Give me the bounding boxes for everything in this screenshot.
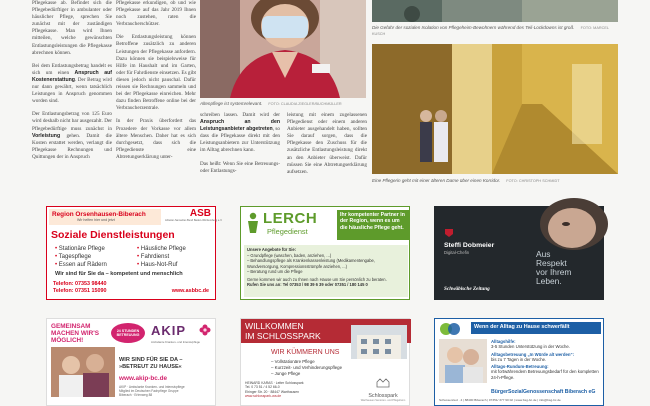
schlosspark-contact-addr: Ehinger Str. 20 · 88447 Warthausen bbox=[245, 389, 299, 394]
bsg-item-text: 3-5 Stunden Unterstützung in der Woche. bbox=[491, 344, 570, 350]
nurse-caption: Altenpflege ist systemrelevant. FOTO: CLAUDIA ZIEGLER/BUCHMÜLLER bbox=[200, 101, 342, 106]
asb-tagline: Wir sind für Sie da – kompetent und menschlich bbox=[55, 271, 183, 277]
article-column-3 bbox=[200, 112, 280, 186]
col2-paragraph-3: In der Praxis überfordert das Prozedere der Vorkasse vor allem ältere Menschen. Daher hat es sich durchgesetzt, dass sich die Pflegedienste eine Abtretungserklärung unter- bbox=[116, 118, 196, 160]
sz-quote-3: vor Ihrem bbox=[536, 267, 572, 277]
schlosspark-contact-name: HEINARD KARAS · Leiter Schlosspark bbox=[245, 381, 304, 385]
col4-paragraph-1: leistung mit einem zugelassenen Pflegedienst oder einem anderen Anbieter ausgehandelt haben, sollten Sie darauf sorgen, dass die Pflegekasse den Zuschuss für die zusätzliche Entlastungsleistung direkt an den Anbieter überweist. Dafür müssen Sie eine Abtretungserklärung aufsetzen. bbox=[287, 112, 367, 175]
schlosspark-contact-phone[interactable]: Tel. 0 73 51 / 4 52 66-0 bbox=[245, 385, 280, 390]
asb-web[interactable]: www.asbbc.de bbox=[171, 288, 209, 294]
sz-emblem-icon bbox=[444, 228, 454, 238]
schlosspark-item: – Kurzzeit- und Verhinderungspflege bbox=[271, 364, 343, 370]
lerch-figure-icon bbox=[245, 212, 261, 234]
nurse-photo bbox=[200, 0, 366, 98]
nurse-illustration bbox=[200, 0, 366, 98]
bsg-item-title: Alltags-Rundum-Betreuung: bbox=[491, 364, 549, 370]
bsg-photo-illustration bbox=[439, 339, 487, 383]
asb-region: Region Orsenhausen-Biberach bbox=[52, 211, 146, 218]
asb-phone-2[interactable]: Telefon: 07351 15090 bbox=[53, 288, 107, 294]
bsg-logo-icon bbox=[439, 322, 469, 336]
window-illustration bbox=[372, 0, 618, 22]
schlosspark-web[interactable]: www.schlosspark-wa.de bbox=[245, 394, 282, 399]
bsg-item bbox=[491, 339, 601, 350]
schlosspark-building-illustration bbox=[351, 325, 407, 359]
bsg-item-text: bis zu 7 Tagen in der Woche. bbox=[491, 356, 547, 362]
window-photo-credit: FOTO: MARCEL KUSCH bbox=[372, 26, 609, 36]
asb-left-list bbox=[55, 245, 107, 269]
akip-logo-sub: Ambulante Kranken- und Intensivpflege bbox=[151, 340, 200, 344]
akip-claim bbox=[119, 357, 183, 371]
akip-line-2: MACHEN WIR'S bbox=[51, 330, 100, 337]
article-column-4 bbox=[287, 112, 367, 186]
sz-quote-2: Respekt bbox=[536, 258, 567, 268]
akip-claim-2: »BETREUT ZU HAUSE« bbox=[119, 364, 182, 370]
sz-name: Steffi Dobmeier bbox=[444, 242, 495, 249]
schlosspark-item: – Junge Pflege bbox=[271, 370, 301, 376]
schlosspark-contact bbox=[245, 381, 304, 399]
akip-line-3: MÖGLICH! bbox=[51, 337, 84, 344]
asb-logo bbox=[165, 208, 223, 225]
col3-paragraph-1: schreiben lassen. Damit wird der Anspruch an den Leistungsanbieter abgetreten, so dass die Pflegekasse direkt mit den Leistungsanbietern zur Unterstützung im Alltag abrechnen kann. bbox=[200, 112, 280, 154]
akip-badge bbox=[111, 323, 145, 343]
asb-item: • Essen auf Rädern bbox=[55, 261, 107, 269]
asb-phone-1[interactable]: Telefon: 07353 98440 bbox=[53, 281, 107, 287]
article-column-1 bbox=[32, 0, 112, 186]
lerch-claim: Ihr kompetenter Partner in der Region, wenn es um die häusliche Pflege geht. bbox=[337, 210, 409, 240]
window-caption: Die Gefahr der sozialen Isolation von Pflegeheim-Bewohnern während des Teil-Lockdowns ist groß. FOTO: MARCEL KUSCH bbox=[372, 25, 609, 36]
corridor-caption: Eine Pflegerin geht mit einer älteren Dame über einen Korridor. FOTO: CHRISTOPH SCHMIDT bbox=[372, 178, 560, 183]
akip-footer bbox=[119, 385, 185, 398]
bsg-item-title: Alltagshilfe: bbox=[491, 339, 516, 344]
asb-item: • Fahrdienst bbox=[137, 253, 186, 261]
asb-headline: Soziale Dienstleistungen bbox=[51, 229, 175, 241]
akip-photo-illustration bbox=[51, 347, 115, 397]
bsg-item bbox=[491, 352, 601, 363]
lerch-offer: – Behandlungspflege als Krankenkassenleistung (Medikamentengabe, Wundversorgung, Kompressionsstrümpfe anziehen, ...) bbox=[247, 258, 375, 269]
article-column-2 bbox=[116, 0, 196, 186]
bsg-item-text: mit fortwährendem Betreuungsbedarf für den kompletten 24-h-Pflege. bbox=[491, 369, 599, 380]
sz-quote-1: Aus bbox=[536, 249, 551, 259]
asb-phones bbox=[53, 281, 107, 295]
asb-item: • Tagespflege bbox=[55, 253, 107, 261]
col2-paragraph-2: Die Entlastungsleistung können Betroffene zusätzlich zu anderen Leistungen der Pflegekasse anfordern. Dazu können sie beispielsweise für Hilfe im Haushalt und im Garten, oder für Fahrdienste einsetzen. Es gibt diesen jedoch nicht pauschal. Dafür reissen sie Rechnungen sammeln und bei der Pflegekasse einreichen. Mehr dazu finden Betroffene online bei der Verbraucherzentrale. bbox=[116, 34, 196, 112]
asb-item: • Häusliche Pflege bbox=[137, 245, 186, 253]
akip-footer-2: Mitglied im Deutschen Fachpflege Gruppe bbox=[119, 389, 179, 394]
lerch-brand-area bbox=[241, 207, 335, 241]
col1-paragraph-3: Der Entlastungsbetrag von 125 Euro wird deshalb nicht bar ausgezahlt. Der Pflegebedürftige muss zunächst in Vorleistung gehen. Damit die Kosten erstattet werden, verlangt die Pflegekasse Rechnungen und Quittungen der in Anspruch bbox=[32, 111, 112, 160]
corridor-photo-credit: FOTO: CHRISTOPH SCHMIDT bbox=[506, 179, 560, 183]
corridor-illustration bbox=[372, 44, 618, 174]
sz-advertisement[interactable] bbox=[434, 206, 604, 300]
asb-item: • Stationäre Pflege bbox=[55, 245, 107, 253]
schlosspark-logo-text: Schlosspark bbox=[368, 393, 398, 399]
schlosspark-advertisement[interactable] bbox=[240, 318, 410, 406]
bsg-list bbox=[491, 339, 601, 380]
lerch-offer: – Beratung rund um die Pflege bbox=[247, 269, 303, 274]
akip-line-1: GEMEINSAM bbox=[51, 323, 91, 330]
sz-quote bbox=[536, 250, 596, 286]
akip-web[interactable]: www.akip-bc.de bbox=[119, 375, 168, 382]
lerch-offer-title: Unsere Angebote für Sie: bbox=[247, 247, 296, 252]
asb-logo-sub: Arbeiter-Samariter-Bund Baden-Württemberg e.V. bbox=[165, 219, 223, 222]
lerch-phone[interactable]: Rufen Sie uns an: Tel 07353 / 98 39 6 39 oder 07351 / 180 145 0 bbox=[247, 282, 368, 287]
lerch-note: Gerne kommen wir auch zu Ihnen nach Hause um Sie persönlich zu beraten. bbox=[247, 276, 387, 282]
sz-quote-4: Leben. bbox=[536, 276, 562, 286]
akip-flower-icon bbox=[199, 324, 211, 336]
asb-logo-text: ASB bbox=[189, 208, 211, 219]
akip-headline bbox=[51, 323, 99, 344]
bsg-org: BürgerSozialGenossenschaft Biberach eG bbox=[491, 389, 596, 395]
col1-paragraph-2: Bei dem Entlastungsbetrag handelt es sich um einen Anspruch auf Kostenerstattung. Der Betrag wird nur dann gewährt, wenn tatsächlich Leistungen in Anspruch genommen worden sind. bbox=[32, 62, 112, 105]
sz-role: Digital-Chefin bbox=[444, 250, 470, 255]
col3-paragraph-2: Das heißt: Wenn Sie eine Betreuungs- oder Entlastungs- bbox=[200, 160, 280, 174]
col1-paragraph-1: Pflegekasse ab. Befindet sich die Pflegebedürftiger in ambulanter oder häuslicher Pflege, sprechen Sie zunächst mit der zuständigen Pflegekasse. Man wird Ihnen mitteilen, welche gewünschten Entlastungsleistungen die Pflegekasse abrechnen können. bbox=[32, 0, 112, 56]
akip-logo: AKIP bbox=[151, 323, 187, 338]
lerch-advertisement[interactable] bbox=[240, 206, 410, 300]
akip-footer-1: AKIP · Ambulante Kranken- und Intensivpflege bbox=[119, 385, 185, 389]
sz-paper-logo: Schwäbische Zeitung bbox=[444, 286, 490, 292]
schlosspark-subtitle: WIR KÜMMERN UNS bbox=[271, 349, 340, 356]
bsg-item-title: Alltagsbetreuung „In Würde alt werden“: bbox=[491, 351, 575, 357]
schlosspark-title-1: WILLKOMMEN bbox=[245, 321, 304, 331]
schlosspark-logo-icon bbox=[376, 378, 390, 388]
bsg-footer[interactable]: Schussenried · 4 | 88400 Biberach | 07351/ 377 90 02 | www.bsg-bc.de | info@bsg-bc.de bbox=[439, 398, 561, 402]
akip-advertisement[interactable] bbox=[46, 318, 216, 406]
bsg-header: Wenn der Alltag zu Hause schwerfällt bbox=[471, 322, 601, 334]
corridor-photo bbox=[372, 44, 618, 174]
schlosspark-item: – Vollstationäre Pflege bbox=[271, 359, 315, 364]
col2-paragraph-1: Pflegekasse erkundigen, ob und wie Pflegekasse auf das Jahr 2019 Ihnen noch zustehen, raten die Verbraucherschützer. bbox=[116, 0, 196, 28]
lerch-brand-sub: Pflegedienst bbox=[267, 227, 308, 236]
asb-right-list bbox=[137, 245, 186, 269]
akip-badge-line-2: BETREUUNG bbox=[116, 333, 140, 338]
lerch-offer: – Grundpflege (waschen, baden, anziehen, ...) bbox=[247, 252, 332, 258]
schlosspark-title-2: IM SCHLOSSPARK bbox=[245, 331, 321, 341]
schlosspark-logo bbox=[359, 375, 407, 402]
akip-claim-1: WIR SIND FÜR SIE DA – bbox=[119, 357, 183, 363]
asb-advertisement[interactable] bbox=[46, 206, 223, 300]
lerch-body bbox=[244, 245, 408, 297]
window-photo bbox=[372, 0, 618, 22]
asb-header bbox=[49, 209, 161, 225]
asb-item: • Haus-Not-Ruf bbox=[137, 261, 186, 269]
akip-footer-3: Biberach · Erlenweg 88 bbox=[119, 393, 153, 398]
schlosspark-list bbox=[271, 359, 342, 376]
bsg-item bbox=[491, 364, 601, 380]
schlosspark-logo-sub: Warthausen Senioren- und Pflegeheim bbox=[360, 399, 406, 402]
bsg-advertisement[interactable] bbox=[434, 318, 604, 406]
akip-badge-line-1: 24 STUNDEN bbox=[116, 329, 140, 333]
asb-slogan: Wir helfen hier und jetzt bbox=[77, 218, 115, 222]
nurse-photo-credit: FOTO: CLAUDIA ZIEGLER/BUCHMÜLLER bbox=[268, 102, 342, 106]
lerch-brand: LERCH bbox=[263, 210, 318, 227]
